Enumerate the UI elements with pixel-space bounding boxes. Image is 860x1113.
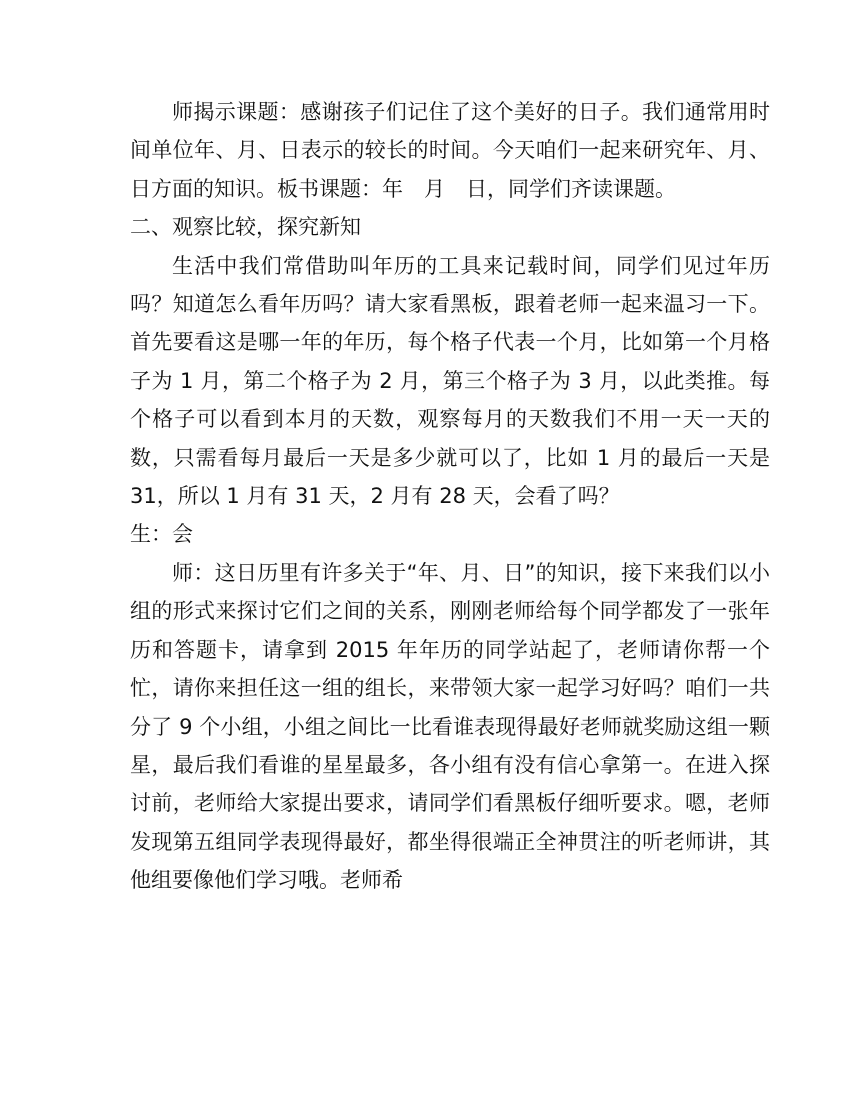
document-body — [130, 93, 770, 900]
paragraph-calendar-explain: 生活中我们常借助叫年历的工具来记载时间，同学们见过年历吗？知道怎么看年历吗？请大家看黑板，跟着老师一起来温习一下。首先要看这是哪一年的年历，每个格子代表一个月，比如第一个月格子为 1 月，第二个格子为 2 月，第三个格子为 3 月，以此类推。每个格子可以看到本月的天数，观察每月的天数我们不用一天一天的数，只需看每月最后一天是多少就可以了，比如 1 月的最后一天是 31，所以 1 月有 31 天，2 月有 28 天，会看了吗？ — [130, 253, 770, 509]
paragraph-intro: 师揭示课题：感谢孩子们记住了这个美好的日子。我们通常用时间单位年、月、日表示的较长的时间。今天咱们一起来研究年、月、日方面的知识。板书课题：年 月 日，同学们齐读课题。 — [130, 100, 770, 201]
paragraph-student-reply: 生：会 — [130, 522, 193, 547]
paragraph-group-activity: 师：这日历里有许多关于“年、月、日”的知识，接下来我们以小组的形式来探讨它们之间的关系，刚刚老师给每个同学都发了一张年历和答题卡，请拿到 2015 年年历的同学站起了，老师请你帮一个忙，请你来担任这一组的组长，来带领大家一起学习好吗？咱们一共分了 9 个小组，小组之间比一比看谁表现得最好老师就奖励这组一颗星，最后我们看谁的星星最多，各小组有没有信心拿第一。在进入探讨前，老师给大家提出要求，请同学们看黑板仔细听要求。嗯，老师发现第五组同学表现得最好，都坐得很端正全神贯注的听老师讲，其他组要像他们学习哦。老师希 — [130, 560, 770, 893]
section-heading: 二、观察比较，探究新知 — [130, 215, 361, 240]
